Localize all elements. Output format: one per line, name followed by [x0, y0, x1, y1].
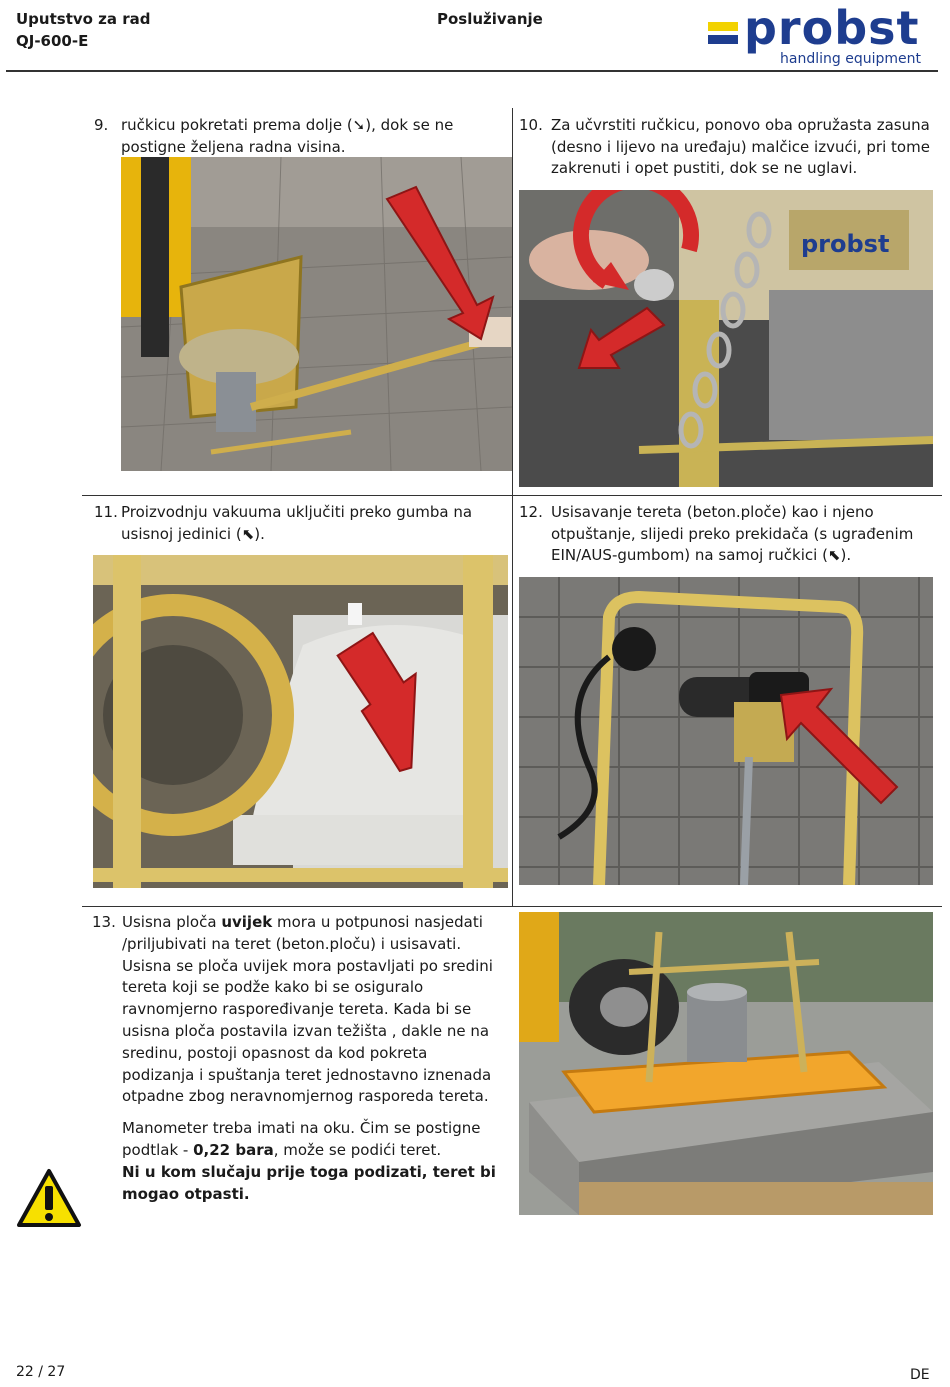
- step-13-paragraph-2: [122, 1118, 502, 1162]
- logo-yellow-bar: [708, 22, 738, 31]
- step-10: [519, 115, 939, 181]
- row-divider-1: [82, 495, 942, 496]
- probst-logo: [708, 1, 930, 70]
- step-9-text-line1: ručkicu pokretati prema dolje (➘), dok se ne: [121, 116, 454, 134]
- header-divider: [6, 70, 938, 72]
- step-12-text-line3: EIN/AUS-gumbom) na samoj ručkici (⬉).: [551, 546, 852, 564]
- step-11: [94, 502, 504, 546]
- step-11-text-line2: usisnoj jedinici (⬉).: [121, 524, 265, 543]
- photo-vacuum-unit: [93, 555, 508, 888]
- photo-spring-latch: [519, 190, 933, 487]
- step-11-text-line1: Proizvodnju vakuuma uključiti preko gumba na: [121, 503, 473, 521]
- column-divider-top: [512, 108, 513, 495]
- step-12-number: 12.: [519, 503, 543, 521]
- step-9-text-line2: postigne željena radna visina.: [121, 137, 346, 156]
- step-13-warning-text: Ni u kom slučaju prije toga podizati, teret bi mogao otpasti.: [122, 1162, 496, 1203]
- step-13-p1-a: Usisna ploča: [122, 913, 222, 931]
- step-11-number: 11.: [94, 503, 118, 521]
- document-title-line1: Uputstvo za rad: [16, 10, 151, 28]
- photo-lift-handle: [121, 157, 512, 471]
- step-13-p2-c: , može se podići teret.: [273, 1140, 442, 1159]
- logo-blue-bar: [708, 35, 738, 44]
- language-code: DE: [910, 1367, 930, 1383]
- photo-suction-plate-on-load: [519, 912, 933, 1215]
- document-title-line2: QJ-600-E: [16, 32, 89, 50]
- step-13-number: [92, 912, 122, 934]
- step-13-text: [122, 912, 502, 1215]
- step-9: [94, 115, 504, 159]
- step-13-pressure-value: 0,22 bara: [193, 1140, 274, 1159]
- step-9-number: 9.: [94, 116, 109, 134]
- svg-text:probst: probst: [801, 230, 890, 258]
- step-13-number-text: 13.: [92, 913, 116, 931]
- step-13-paragraph-1: [122, 912, 502, 1108]
- section-title: Posluživanje: [437, 10, 543, 28]
- warning-triangle-icon: [16, 1168, 82, 1228]
- document-title: [16, 8, 151, 52]
- step-10-number: 10.: [519, 116, 543, 134]
- logo-wordmark: probst: [744, 1, 920, 55]
- page-number: 22 / 27: [16, 1364, 66, 1380]
- step-12: [519, 502, 939, 568]
- step-10-text-line2: (desno i lijevo na uređaju) malčice izvući, pri tome: [551, 137, 930, 156]
- step-13-p1-emphasis: uvijek: [221, 913, 273, 931]
- column-divider-middle: [512, 495, 513, 907]
- step-12-text-line1: Usisavanje tereta (beton.ploče) kao i njeno: [551, 503, 874, 521]
- step-10-text-line1: Za učvrstiti ručkicu, ponovo oba opružasta zasuna: [551, 116, 930, 134]
- logo-tagline: handling equipment: [780, 51, 921, 67]
- row-divider-2: [82, 906, 942, 907]
- step-10-text-line3: zakrenuti i opet pustiti, dok se ne uglavi.: [551, 159, 858, 177]
- step-12-text-line2: otpuštanje, slijedi preko prekidača (s ugrađenim: [551, 524, 914, 543]
- step-13-p2-a: Manometer treba imati na oku. Čim se postigne podtlak -: [122, 1119, 481, 1159]
- photo-handle-switch: [519, 577, 933, 885]
- step-13-p1-c: mora u potpunosi nasjedati /priljubivati na teret (beton.ploču) i usisavati. Usisna se ploča uvijek mora postavljati po sredini tereta koji se podže kako bi se osiguralo ravnomjerno raspoređivanje tereta. Kada bi se usisna ploča postavila izvan težišta , dakle ne na sredinu, postoji opasnost da kod pokreta podizanja i spuštanja teret jednostavno iznenada otpadne zbog neravnomjernog rasporeda tereta.: [122, 913, 493, 1106]
